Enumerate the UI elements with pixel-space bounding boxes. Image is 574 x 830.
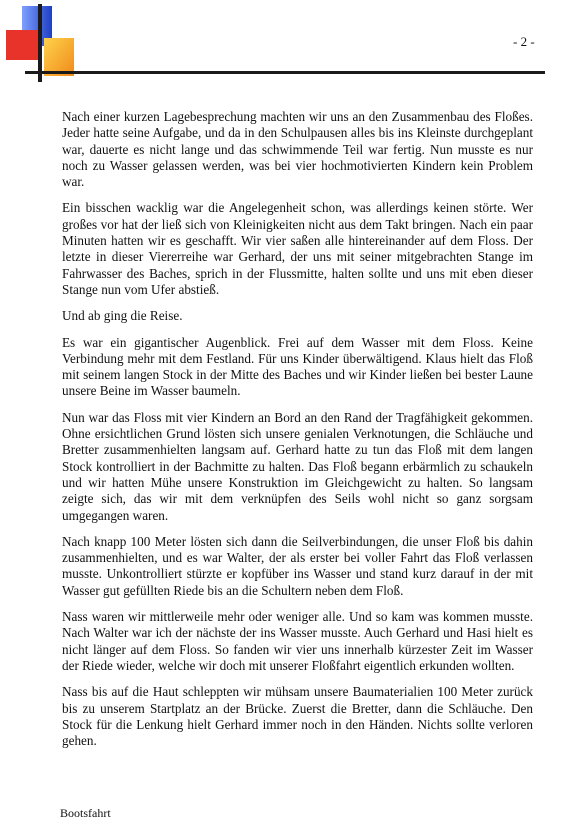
paragraph-2: Ein bisschen wacklig war die Angelegenheit schon, was allerdings keinen störte. Wer großes vor hat der ließ sich von Kleinigkeiten nicht aus dem Takt bringen. Nach ein paar Minuten hatten wir es geschafft. Wir vier saßen alle hintereinander auf dem Floss. Der letzte in dieser Viererreihe war Gerhard, der uns mit seiner mitgebrachten Stange im Fahrwasser des Baches, sprich in der Flussmitte, halten sollte und uns mit eben dieser Stange nun vom Ufer abstieß. — [62, 200, 533, 297]
paragraph-8: Nass bis auf die Haut schleppten wir mühsam unsere Baumaterialien 100 Meter zurück bis zu unserem Startplatz an der Brücke. Zuerst die Bretter, dann die Schläuche. Den Stock für die Lenkung hielt Gerhard immer noch in den Händen. Nichts sollte verloren gehen. — [62, 684, 533, 749]
paragraph-7: Nass waren wir mittlerweile mehr oder weniger alle. Und so kam was kommen musste. Nach Walter war ich der nächste der ins Wasser musste. Auch Gerhard und Hasi hielt es nicht länger auf dem Floss. So fanden wir vier uns innerhalb kürzester Zeit im Wasser der Riede wieder, welche wir doch mit unserer Floßfahrt eigentlich erkunden wollten. — [62, 609, 533, 673]
paragraph-6: Nach knapp 100 Meter lösten sich dann die Seilverbindungen, die unser Floß bis dahin zusammenhielten, und es war Walter, der als erster bei voller Fahrt das Floß verlassen musste. Unkontrolliert stürzte er kopfüber ins Wasser und stand kurz darauf in der mit Wasser gut gefüllten Riede bis an die Schultern neben dem Floß. — [62, 533, 533, 598]
body-text — [62, 109, 533, 759]
header-rule — [25, 71, 545, 74]
paragraph-4: Es war ein gigantischer Augenblick. Frei auf dem Wasser mit dem Floss. Keine Verbindung mehr mit dem Festland. Für uns Kinder überwältigend. Klaus hielt das Floß mit seinem langen Stock in der Mitte des Baches und wir Kinder ließen bei bester Laune unsere Beine im Wasser baumeln. — [62, 334, 533, 399]
page-number: - 2 - — [513, 34, 535, 49]
paragraph-1: Nach einer kurzen Lagebesprechung machten wir uns an den Zusammenbau des Floßes. Jeder hatte seine Aufgabe, und da in den Schulpausen alles bis ins Kleinste durchgeplant war, dauerte es nicht lange und das schwimmende Teil war fertig. Nun musste es nur noch zu Wasser gelassen werden, was bei vier hochmotivierten Kindern kein Problem war. — [62, 109, 533, 190]
paragraph-3: Und ab ging die Reise. — [62, 308, 183, 324]
footer-title: Bootsfahrt — [60, 806, 111, 820]
paragraph-5: Nun war das Floss mit vier Kindern an Bord an den Rand der Tragfähigkeit gekommen. Ohne ersichtlichen Grund lösten sich unsere genialen Verknotungen, die Schläuche und Bretter zusammenhielten langsam auf. Gerhard hatte zu tun das Floß mit dem langen Stock kontrolliert in der Bachmitte zu halten. Das Floß begann erbärmlich zu schaukeln und wir hatten Mühe unsere Konstruktion im Gleichgewicht zu halten. So langsam zeigte sich, das wir mit dem verknüpfen des Seils wohl nicht so ganz sorgsam umgegangen waren. — [62, 409, 533, 523]
logo-red-block — [6, 30, 40, 60]
